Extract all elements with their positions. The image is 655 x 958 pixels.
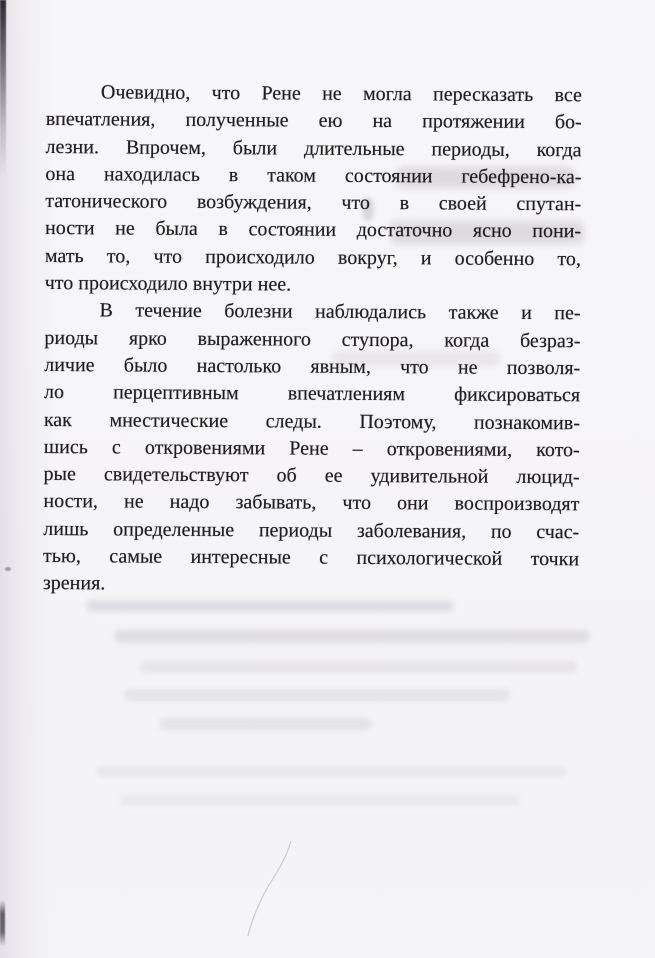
text-line: риоды ярко выраженного ступора, когда безраз- xyxy=(44,326,581,352)
text-line: лишь определенные периоды заболевания, по счас- xyxy=(43,517,580,544)
text-line: как мнестические следы. Поэтому, познакомив- xyxy=(43,408,580,434)
text-line: татонического возбуждения, что в своей спутан- xyxy=(45,190,582,216)
text-line: шись с откровениями Рене – откровениями, кото- xyxy=(43,435,580,462)
page-text xyxy=(43,79,582,601)
text-line: она находилась в таком состоянии гебефрено-ка- xyxy=(45,162,582,189)
text-line: ности, не надо забывать, что они воспроизводят xyxy=(43,490,580,516)
text-line: что происходило внутри нее. xyxy=(44,272,292,296)
text-line: Очевидно, что Рене не могла пересказать все xyxy=(100,81,582,107)
text-line: лезни. Впрочем, были длительные периоды, когда xyxy=(45,135,582,161)
paragraph xyxy=(43,297,581,601)
text-line: мать то, что происходило вокруг, и особенно то, xyxy=(44,244,581,271)
text-line: личие было настолько явным, что не позволя- xyxy=(44,353,581,380)
paragraph xyxy=(45,79,582,301)
text-line: рые свидетельствуют об ее удивительной люцид- xyxy=(43,463,580,489)
text-line: ности не была в состоянии достаточно ясно пони- xyxy=(45,217,582,243)
text-line: зрения. xyxy=(42,572,106,595)
text-line: впечатления, полученные ею на протяжении бо- xyxy=(45,108,582,134)
text-line: тью, самые интересные с психологической точки xyxy=(43,545,580,571)
text-line: В течение болезни наблюдались также и пе- xyxy=(99,299,581,325)
text-line: ло перцептивным впечатлениям фиксироваться xyxy=(44,381,581,407)
